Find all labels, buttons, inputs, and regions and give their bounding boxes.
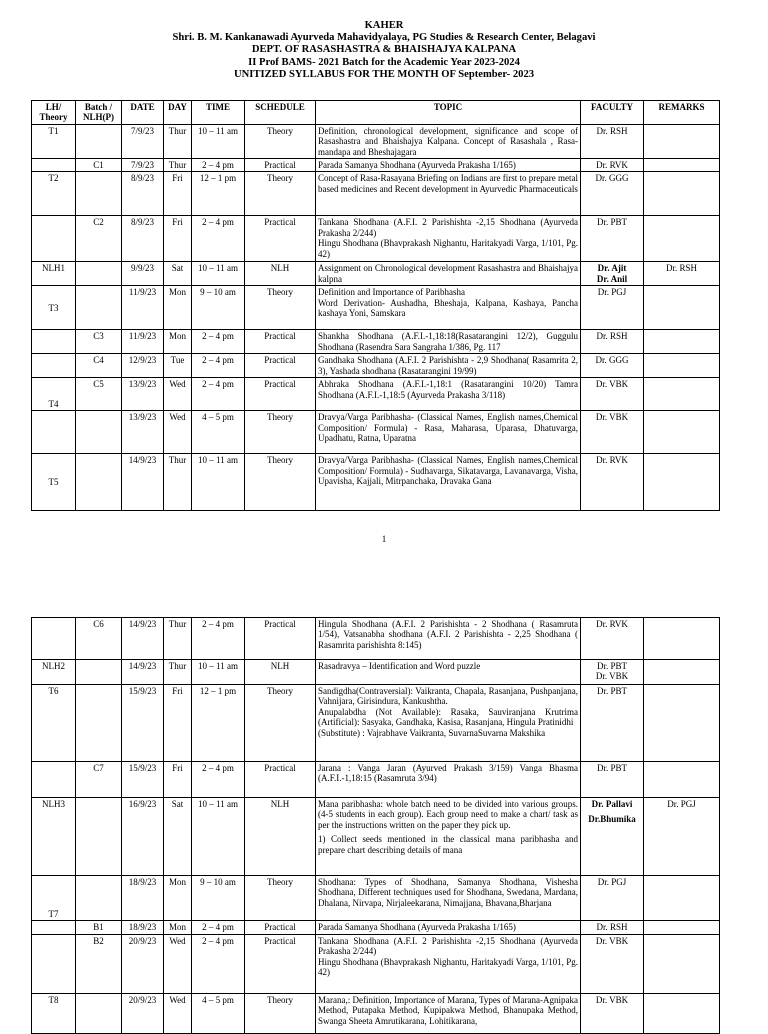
remarks-cell: [644, 762, 720, 798]
date-cell: 12/9/23: [122, 354, 164, 378]
date-cell: 18/9/23: [122, 921, 164, 935]
day-cell: Wed: [164, 411, 192, 454]
table-row: [32, 354, 720, 378]
batch-cell: C5: [76, 378, 122, 411]
remarks-cell: [644, 286, 720, 330]
remarks-cell: [644, 216, 720, 262]
date-cell: 18/9/23: [122, 876, 164, 921]
column-header-schedule: SCHEDULE: [245, 101, 316, 125]
day-cell: Wed: [164, 994, 192, 1034]
topic-cell: Assignment on Chronological development Rasashastra and Bhaishajya kalpna: [316, 262, 581, 286]
column-header-day: DAY: [164, 101, 192, 125]
table-row: [32, 124, 720, 158]
batch-cell: [76, 685, 122, 762]
topic-line: Anupalabdha (Not Available): Rasaka, Sauviranjana Krutrima (Artificial): Sasyaka, Gandhaka, Kasisa, Rasanjana, Hingula Pratinidhi: [318, 706, 578, 728]
batch-cell: [76, 172, 122, 216]
remarks-cell: [644, 411, 720, 454]
topic-cell: Shankha Shodhana (A.F.I.-1,18:18(Rasatarangini 12/2), Guggulu Shodhana (Rasendra Sara Sangraha 1/386, Pg. 117: [316, 330, 581, 354]
lh-cell: [32, 762, 76, 798]
faculty-cell: Dr. PBT: [581, 685, 644, 762]
lh-cell: NLH2: [32, 660, 76, 685]
date-cell: 11/9/23: [122, 330, 164, 354]
topic-line: Hingu Shodhana (Bhavprakash Nighantu, Haritakyadi Varga, 1/101, Pg. 42): [318, 238, 578, 259]
batch-cell: C2: [76, 216, 122, 262]
page-2: [0, 606, 768, 1024]
lh-cell: T1: [32, 124, 76, 158]
batch-cell: B1: [76, 921, 122, 935]
batch-cell: C7: [76, 762, 122, 798]
topic-cell: Parada Samanya Shodhana (Ayurveda Prakasha 1/165): [316, 159, 581, 172]
day-cell: Wed: [164, 378, 192, 411]
lh-cell: [32, 159, 76, 172]
faculty-cell: Dr. RSH: [581, 330, 644, 354]
lh-cell: [32, 618, 76, 660]
time-cell: 2 – 4 pm: [192, 216, 245, 262]
faculty-cell: Dr. RSH: [581, 921, 644, 935]
table-row: [32, 876, 720, 921]
lh-cell: [32, 411, 76, 454]
remarks-cell: [644, 354, 720, 378]
faculty-cell: [581, 660, 644, 685]
table-row: [32, 378, 720, 411]
lh-cell: T2: [32, 172, 76, 216]
faculty-cell: [581, 262, 644, 286]
schedule-cell: Practical: [245, 935, 316, 994]
topic-cell: Dravya/Varga Paribhasha- (Classical Names, English names,Chemical Composition/ Formula) - Sudhavarga, Sikatavarga, Lavanavarga, Visha, Upavisha, Kajjali, Mitrpanchaka, Dravaka Gana: [316, 454, 581, 511]
date-cell: 11/9/23: [122, 286, 164, 330]
topic-line: Sandigdha(Contraversial): Vaikranta, Chapala, Rasanjana, Pushpanjana, Vahnijara, Girisindura, Kankushtha.: [318, 686, 578, 707]
table-row: [32, 935, 720, 994]
topic-cell: Jarana : Vanga Jaran (Ayurved Prakash 3/159) Vanga Bhasma (A.F.I.-1,18:15 (Rasamruta 3/94): [316, 762, 581, 798]
topic-cell: Shodhana: Types of Shodhana, Samanya Shodhana, Vishesha Shodhana, Different techniques used for Shodhana, Swedana, Mardana, Dhalana, Nirvapa, Nirjaleekarana, Nimajjana, Bhavana,Bharjana: [316, 876, 581, 921]
time-cell: 2 – 4 pm: [192, 762, 245, 798]
day-cell: Sat: [164, 262, 192, 286]
batch-cell: C3: [76, 330, 122, 354]
batch-cell: [76, 124, 122, 158]
day-cell: Fri: [164, 172, 192, 216]
topic-cell: Gandhaka Shodhana (A.F.I. 2 Parishishta - 2,9 Shodhana( Rasamrita 2, 3), Yashada shodhana (Rasatarangini 19/99): [316, 354, 581, 378]
date-cell: 20/9/23: [122, 994, 164, 1034]
time-cell: 2 – 4 pm: [192, 354, 245, 378]
schedule-cell: Theory: [245, 124, 316, 158]
college-name: Shri. B. M. Kankanawadi Ayurveda Mahavidyalaya, PG Studies & Research Center, Belagavi: [172, 32, 596, 44]
schedule-cell: Theory: [245, 994, 316, 1034]
topic-line: Mana paribhasha: whole batch need to be divided into various groups. (4-5 students in each group). Each group need to make a chart/ task as per the instructions written on the paper they pick up.: [318, 799, 578, 830]
remarks-cell: [644, 935, 720, 994]
table-row: [32, 286, 720, 330]
time-cell: 2 – 4 pm: [192, 378, 245, 411]
schedule-cell: Practical: [245, 921, 316, 935]
time-cell: 10 – 11 am: [192, 262, 245, 286]
batch-cell: [76, 411, 122, 454]
faculty-cell: Dr. RVK: [581, 159, 644, 172]
lh-cell: T5: [32, 454, 76, 511]
time-cell: 2 – 4 pm: [192, 935, 245, 994]
table-row: [32, 262, 720, 286]
faculty-cell: Dr. PGJ: [581, 286, 644, 330]
schedule-table-continued: [31, 617, 720, 1034]
faculty-name: Dr.Bhumika: [588, 814, 636, 825]
schedule-cell: Practical: [245, 618, 316, 660]
date-cell: 7/9/23: [122, 124, 164, 158]
topic-cell: Concept of Rasa-Rasayana Briefing on Indians are first to prepare metal based medicines and Recent development in Ayurvedic Pharmaceuticals: [316, 172, 581, 216]
remarks-cell: [644, 921, 720, 935]
day-cell: Tue: [164, 354, 192, 378]
remarks-cell: [644, 172, 720, 216]
column-header-batch: Batch / NLH(P): [76, 101, 122, 125]
lh-cell: [32, 935, 76, 994]
remarks-cell: [644, 660, 720, 685]
remarks-cell: [644, 876, 720, 921]
table-header-row: [32, 101, 720, 125]
schedule-cell: NLH: [245, 660, 316, 685]
table-row: [32, 685, 720, 762]
schedule-cell: Theory: [245, 685, 316, 762]
institution-name: KAHER: [364, 20, 404, 31]
faculty-cell: Dr. PBT: [581, 216, 644, 262]
time-cell: 2 – 4 pm: [192, 330, 245, 354]
lh-cell: T8: [32, 994, 76, 1034]
table-row: [32, 216, 720, 262]
time-cell: 12 – 1 pm: [192, 172, 245, 216]
batch-cell: [76, 798, 122, 876]
faculty-cell: Dr. RSH: [581, 124, 644, 158]
day-cell: Thur: [164, 159, 192, 172]
batch-cell: [76, 454, 122, 511]
batch-cell: C6: [76, 618, 122, 660]
syllabus-title: UNITIZED SYLLABUS FOR THE MONTH OF September- 2023: [233, 68, 535, 80]
date-cell: 14/9/23: [122, 660, 164, 685]
faculty-cell: Dr. VBK: [581, 378, 644, 411]
date-cell: 8/9/23: [122, 216, 164, 262]
remarks-cell: [644, 330, 720, 354]
day-cell: Fri: [164, 685, 192, 762]
date-cell: 16/9/23: [122, 798, 164, 876]
topic-cell: Abhraka Shodhana (A.F.I.-1,18:1 (Rasatarangini 10/20) Tamra Shodhana (A.F.I.-1,18:5 (Ayurveda Prakasha 3/118): [316, 378, 581, 411]
time-cell: 9 – 10 am: [192, 286, 245, 330]
time-cell: 9 – 10 am: [192, 876, 245, 921]
date-cell: 15/9/23: [122, 685, 164, 762]
remarks-cell: [644, 124, 720, 158]
batch-cell: C4: [76, 354, 122, 378]
remarks-cell: [644, 994, 720, 1034]
lh-cell: NLH1: [32, 262, 76, 286]
remarks-cell: [644, 454, 720, 511]
time-cell: 10 – 11 am: [192, 660, 245, 685]
faculty-cell: Dr. VBK: [581, 994, 644, 1034]
time-cell: 2 – 4 pm: [192, 921, 245, 935]
remarks-cell: [644, 685, 720, 762]
schedule-cell: Practical: [245, 378, 316, 411]
day-cell: Fri: [164, 216, 192, 262]
table-row: [32, 994, 720, 1034]
page-separator: [0, 548, 768, 606]
remarks-cell: [644, 618, 720, 660]
topic-line: Hingu Shodhana (Bhavprakash Nighantu, Haritakyadi Varga, 1/101, Pg. 42): [318, 956, 578, 978]
lh-cell: [32, 216, 76, 262]
lh-cell: NLH3: [32, 798, 76, 876]
table-row: [32, 330, 720, 354]
day-cell: Thur: [164, 454, 192, 511]
batch-title: II Prof BAMS- 2021 Batch for the Academic Year 2023-2024: [248, 56, 520, 68]
topic-line: Word Derivation- Aushadha, Bheshaja, Kalpana, Kashaya, Pancha kashaya Yoni, Samskara: [318, 297, 578, 319]
remarks-cell: Dr. PGJ: [644, 798, 720, 876]
batch-cell: [76, 994, 122, 1034]
column-header-time: TIME: [192, 101, 245, 125]
date-cell: 13/9/23: [122, 378, 164, 411]
schedule-cell: Practical: [245, 216, 316, 262]
topic-cell: [316, 286, 581, 330]
day-cell: Mon: [164, 330, 192, 354]
topic-cell: Dravya/Varga Paribhasha- (Classical Names, English names,Chemical Composition/ Formula) - Rasa, Maharasa, Uparasa, Dhatuvarga, Upadhatu, Ratna, Uparatna: [316, 411, 581, 454]
topic-cell: [316, 216, 581, 262]
faculty-name: Dr. Anil: [596, 273, 628, 284]
lh-cell: T4: [32, 378, 76, 411]
topic-cell: Rasadravya – Identification and Word puzzle: [316, 660, 581, 685]
topic-cell: [316, 685, 581, 762]
topic-cell: [316, 798, 581, 876]
day-cell: Thur: [164, 660, 192, 685]
day-cell: Mon: [164, 921, 192, 935]
batch-cell: C1: [76, 159, 122, 172]
schedule-table: [31, 100, 720, 511]
remarks-cell: [644, 159, 720, 172]
faculty-name: Dr. VBK: [595, 671, 629, 682]
schedule-cell: Theory: [245, 876, 316, 921]
schedule-cell: Practical: [245, 330, 316, 354]
lh-cell: T7: [32, 876, 76, 921]
faculty-cell: Dr. GGG: [581, 172, 644, 216]
topic-line: (Substitute) : Vajrabhave Vaikranta, SuvarnaSuvarna Makshika: [318, 727, 546, 738]
table-row: [32, 172, 720, 216]
time-cell: 10 – 11 am: [192, 454, 245, 511]
batch-cell: [76, 286, 122, 330]
batch-cell: [76, 876, 122, 921]
topic-cell: Hingula Shodhana (A.F.I. 2 Parishishta - 2 Shodhana ( Rasamruta 1/54), Vatsanabha shodhana (A.F.I. 2 Parishishta - 2,25 Shodhana ( Rasamrita parishishta 8:145): [316, 618, 581, 660]
date-cell: 9/9/23: [122, 262, 164, 286]
remarks-cell: Dr. RSH: [644, 262, 720, 286]
time-cell: 2 – 4 pm: [192, 159, 245, 172]
faculty-cell: [581, 798, 644, 876]
topic-line: Tankana Shodhana (A.F.I. 2 Parishishta -2,15 Shodhana (Ayurveda Prakasha 2/244): [318, 217, 578, 238]
table-row: [32, 798, 720, 876]
topic-line: Tankana Shodhana (A.F.I. 2 Parishishta -2,15 Shodhana (Ayurveda Prakasha 2/244): [318, 936, 578, 957]
page-number: 1: [381, 534, 387, 544]
topic-cell: [316, 935, 581, 994]
date-cell: 13/9/23: [122, 411, 164, 454]
table-row: [32, 660, 720, 685]
topic-cell: Marana,: Definition, Importance of Marana, Types of Marana-Agnipaka Method, Putapaka Method, Kupipakwa Method, Bhanupaka Method, Swanga Sheeta Amrutikarana, Lohitikarana,: [316, 994, 581, 1034]
column-header-date: DATE: [122, 101, 164, 125]
day-cell: Sat: [164, 798, 192, 876]
schedule-cell: NLH: [245, 798, 316, 876]
faculty-cell: Dr. RVK: [581, 618, 644, 660]
column-header-topic: TOPIC: [316, 101, 581, 125]
schedule-cell: NLH: [245, 262, 316, 286]
lh-cell: T3: [32, 286, 76, 330]
lh-cell: T6: [32, 685, 76, 762]
date-cell: 14/9/23: [122, 454, 164, 511]
faculty-cell: Dr. RVK: [581, 454, 644, 511]
faculty-name: Dr. Ajit: [597, 263, 627, 274]
date-cell: 15/9/23: [122, 762, 164, 798]
column-header-lh: LH/ Theory: [32, 101, 76, 125]
topic-line: 1) Collect seeds mentioned in the classical mana paribhasha and prepare chart describing details of mana: [318, 834, 578, 855]
schedule-cell: Theory: [245, 411, 316, 454]
date-cell: 20/9/23: [122, 935, 164, 994]
time-cell: 12 – 1 pm: [192, 685, 245, 762]
topic-cell: Parada Samanya Shodhana (Ayurveda Prakasha 1/165): [316, 921, 581, 935]
schedule-cell: Practical: [245, 354, 316, 378]
topic-line: Definition and Importance of Paribhasha: [318, 287, 465, 298]
faculty-name: Dr. PBT: [596, 661, 627, 671]
department-name: DEPT. OF RASASHASTRA & BHAISHAJYA KALPANA: [251, 44, 517, 56]
faculty-cell: Dr. GGG: [581, 354, 644, 378]
schedule-cell: Practical: [245, 159, 316, 172]
schedule-cell: Theory: [245, 454, 316, 511]
document-header: [0, 0, 768, 81]
column-header-remarks: REMARKS: [644, 101, 720, 125]
faculty-cell: Dr. VBK: [581, 411, 644, 454]
table-row: [32, 762, 720, 798]
column-header-faculty: FACULTY: [581, 101, 644, 125]
date-cell: 14/9/23: [122, 618, 164, 660]
time-cell: 10 – 11 am: [192, 798, 245, 876]
day-cell: Wed: [164, 935, 192, 994]
day-cell: Mon: [164, 876, 192, 921]
schedule-cell: Theory: [245, 286, 316, 330]
faculty-cell: Dr. VBK: [581, 935, 644, 994]
schedule-cell: Practical: [245, 762, 316, 798]
faculty-cell: Dr. PBT: [581, 762, 644, 798]
topic-cell: Definition, chronological development, significance and scope of Rasashastra and Bhaishajya Kalpana. Concept of Rasashala , Rasa-mandapa and Bheshajagara: [316, 124, 581, 158]
lh-cell: [32, 330, 76, 354]
day-cell: Thur: [164, 618, 192, 660]
time-cell: 4 – 5 pm: [192, 411, 245, 454]
faculty-cell: Dr. PGJ: [581, 876, 644, 921]
table-row: [32, 618, 720, 660]
day-cell: Fri: [164, 762, 192, 798]
schedule-cell: Theory: [245, 172, 316, 216]
faculty-name: Dr. Pallavi: [591, 799, 633, 809]
table-row: [32, 921, 720, 935]
table-row: [32, 159, 720, 172]
time-cell: 2 – 4 pm: [192, 618, 245, 660]
lh-cell: [32, 921, 76, 935]
time-cell: 10 – 11 am: [192, 124, 245, 158]
date-cell: 8/9/23: [122, 172, 164, 216]
table-row: [32, 454, 720, 511]
table-row: [32, 411, 720, 454]
lh-cell: [32, 354, 76, 378]
batch-cell: [76, 262, 122, 286]
time-cell: 4 – 5 pm: [192, 994, 245, 1034]
remarks-cell: [644, 378, 720, 411]
batch-cell: [76, 660, 122, 685]
date-cell: 7/9/23: [122, 159, 164, 172]
day-cell: Mon: [164, 286, 192, 330]
day-cell: Thur: [164, 124, 192, 158]
batch-cell: B2: [76, 935, 122, 994]
